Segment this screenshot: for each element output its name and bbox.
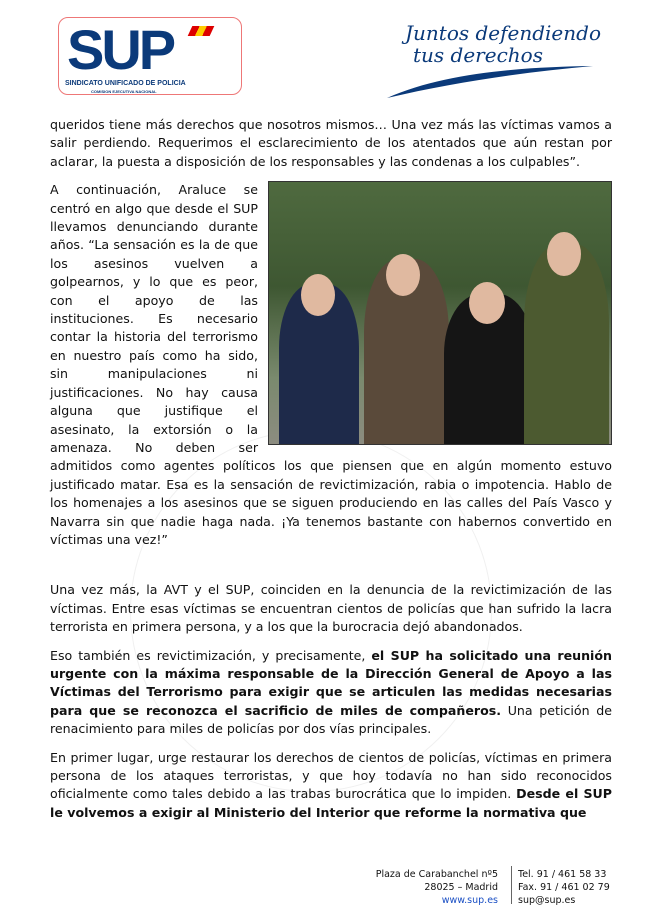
slogan-line2: tus derechos [413, 43, 543, 67]
footer-contact: Tel. 91 / 461 58 33 Fax. 91 / 461 02 79 sup@sup.es [518, 869, 610, 906]
paragraph: queridos tiene más derechos que nosotros mismos… Una vez más las víctimas vamos a salir perdiendo. Requerimos el esclarecimiento de los atentados que aún restan por aclarar, la puesta a disposición de los responsables y las condenas a los culpables”. [50, 117, 612, 169]
footer-divider [511, 866, 512, 904]
spain-flag-icon [188, 26, 215, 36]
paragraph: Una vez más, la AVT y el SUP, coinciden en la denuncia de la revictimización de las víctimas. Entre esas víctimas se encuentran cientos de policías que han sufrido la lacra terrorista en primera persona, y a los que la burocracia dejó abandonados. [50, 582, 612, 635]
paragraph: En primer lugar, urge restaurar los derechos de cientos de policías, víctimas en primera persona de los ataques terroristas, y que hoy todavía no han sido reconocidos oficialmente como tales debido a las trabas burocrática que lo impiden. Desde el SUP le volvemos a exigir al Ministerio del Interior que reforme la normativa que [50, 749, 613, 820]
footer-address: Plaza de Carabanchel nº5 28025 – Madrid www.sup.es [375, 869, 498, 906]
website-link[interactable]: www.sup.es [441, 895, 498, 906]
article-body [50, 116, 612, 832]
sup-logo: SUP SINDICATO UNIFICADO DE POLICIA COMISION EJECUTIVA NACIONAL [58, 17, 242, 95]
brush-swoosh-icon [385, 62, 595, 102]
slogan-line1: Juntos defendiendo [405, 21, 601, 45]
group-photo [268, 181, 612, 445]
paragraph: A continuación, Araluce se centró en algo que desde el SUP llevamos denunciando durante años. “La sensación es la de que los asesinos vuelven a golpearnos, y lo que es peor, con el apoyo de las instituciones. Es necesario contar la historia del terrorismo en nuestro país como ha sido, sin manipulaciones ni justificaciones. No hay causa alguna que justifique el asesinato, la extorsión o la amenaza. No deben ser admitidos como agentes políticos los que piensen que en algún momento estuvo justificado matar. Esa es la sensación de revictimización, rabia o impotencia. Hablo de los homenajes a los asesinos que se siguen produciendo en las calles del País Vasco y Navarra sin que nadie haga nada. ¡Ya tenemos bastante con habernos convertido en víctimas una vez!” [50, 182, 612, 547]
email[interactable]: sup@sup.es [518, 895, 576, 906]
paragraph: Eso también es revictimización, y precisamente, el SUP ha solicitado una reunión urgente con la máxima responsable de la Dirección General de Apoyo a las Víctimas del Terrorismo para exigir que se articulen las medidas necesarias para que se reconozca el sacrificio de miles de compañeros. Una petición de renacimiento para miles de policías por dos vías principales. [50, 647, 612, 737]
slogan [405, 22, 601, 66]
